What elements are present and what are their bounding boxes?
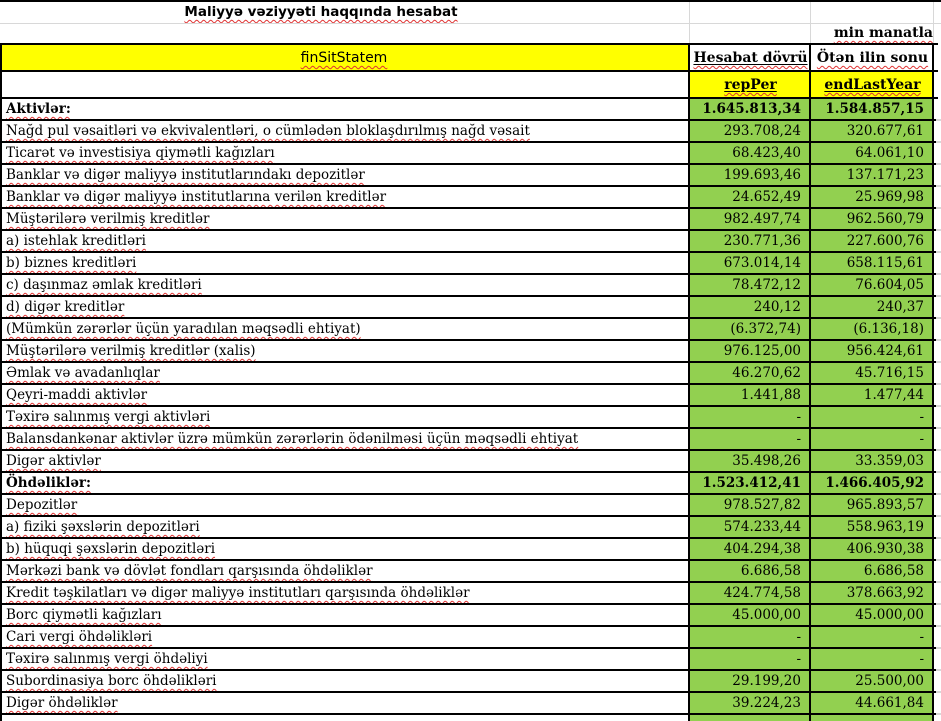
row-label-text: Banklar və digər maliyyə institutlarındakı depozitlər xyxy=(6,167,365,183)
row-label-text: Müştərilərə verilmiş kreditlər (xalis) xyxy=(6,343,256,359)
row-label xyxy=(2,385,690,405)
table-row xyxy=(2,451,938,473)
row-label xyxy=(2,121,690,141)
table-row xyxy=(2,143,938,165)
table-row xyxy=(2,341,938,363)
row-label xyxy=(2,297,690,317)
value-current: 39.224,23 xyxy=(690,693,811,713)
table-row xyxy=(2,209,938,231)
value-previous: 45.716,15 xyxy=(811,363,934,383)
table-row xyxy=(2,605,938,627)
row-label-text: d) digər kreditlər xyxy=(6,299,125,315)
row-label-text: Təxirə salınmış vergi öhdəliyi xyxy=(6,651,208,667)
reporting-period-code-cell xyxy=(690,72,811,97)
table-row xyxy=(2,165,938,187)
value-previous: 965.893,57 xyxy=(811,495,934,515)
row-label xyxy=(2,407,690,427)
value-current: 199.693,46 xyxy=(690,165,811,185)
value-previous: 956.424,61 xyxy=(811,341,934,361)
table-row xyxy=(2,385,938,407)
table-row xyxy=(2,649,938,671)
value-current: 1.645.813,34 xyxy=(690,99,811,119)
row-label-text: Müştərilərə verilmiş kreditlər xyxy=(6,211,210,227)
row-label-text: Ticarət və investisiya qiymətli kağızları xyxy=(6,145,275,161)
value-previous: 962.560,79 xyxy=(811,209,934,229)
row-label-text: Banklar və digər maliyyə institutlarına verilən kreditlər xyxy=(6,189,387,205)
row-label-text: Cari vergi öhdəlikləri xyxy=(6,629,153,645)
row-label-text: Digər aktivlər xyxy=(6,453,101,469)
value-current: 978.527,82 xyxy=(690,495,811,515)
row-label xyxy=(2,143,690,163)
row-label-text: Depozitlər xyxy=(6,497,78,513)
table-row xyxy=(2,561,938,583)
value-previous: - xyxy=(811,429,934,449)
row-label xyxy=(2,165,690,185)
label-column-header-cell xyxy=(2,45,690,70)
value-current: 29.199,20 xyxy=(690,671,811,691)
top-border-line xyxy=(0,0,941,2)
value-current: - xyxy=(690,407,811,427)
value-previous: 44.661,84 xyxy=(811,693,934,713)
row-label-text: Balansdankənar aktivlər üzrə mümkün zərərlərin ödənilməsi üçün məqsədli ehtiyat xyxy=(6,431,579,447)
table-row xyxy=(2,627,938,649)
value-previous: 25.500,00 xyxy=(811,671,934,691)
value-previous: - xyxy=(811,649,934,669)
table-row xyxy=(2,275,938,297)
row-label-text: a) fiziki şəxslərin depozitləri xyxy=(6,519,200,535)
row-label-text: b) biznes kreditləri xyxy=(6,255,137,271)
financial-position-table xyxy=(0,43,938,721)
value-previous: 1.584.857,15 xyxy=(811,99,934,119)
row-label xyxy=(2,495,690,515)
value-previous: 658.115,61 xyxy=(811,253,934,273)
row-label xyxy=(2,561,690,581)
value-current: 240,12 xyxy=(690,297,811,317)
value-current xyxy=(690,715,811,721)
right-gutter-gridlines xyxy=(936,99,941,717)
table-row xyxy=(2,517,938,539)
row-label xyxy=(2,583,690,603)
value-previous: 76.604,05 xyxy=(811,275,934,295)
row-label xyxy=(2,319,690,339)
value-current: 230.771,36 xyxy=(690,231,811,251)
value-previous: 25.969,98 xyxy=(811,187,934,207)
table-row xyxy=(2,429,938,451)
reporting-period-code: repPer xyxy=(724,77,777,93)
row-label-text: Öhdəliklər: xyxy=(6,475,92,491)
row-label-text: Mərkəzi bank və dövlət fondları qarşısında öhdəliklər xyxy=(6,563,373,579)
table-row xyxy=(2,583,938,605)
table-code-row xyxy=(2,72,938,99)
row-label xyxy=(2,605,690,625)
row-label xyxy=(2,671,690,691)
value-previous: 240,37 xyxy=(811,297,934,317)
value-current: 24.652,49 xyxy=(690,187,811,207)
value-current: 673.014,14 xyxy=(690,253,811,273)
value-current: - xyxy=(690,627,811,647)
row-label xyxy=(2,693,690,713)
value-previous: 64.061,10 xyxy=(811,143,934,163)
row-label xyxy=(2,715,690,721)
row-label xyxy=(2,253,690,273)
value-current: 424.774,58 xyxy=(690,583,811,603)
row-label-text: a) istehlak kreditləri xyxy=(6,233,146,249)
row-label-text: (Mümkün zərərlər üçün yaradılan məqsədli ehtiyat) xyxy=(6,321,361,337)
row-label xyxy=(2,187,690,207)
label-column-header: finSitStatem xyxy=(300,50,388,66)
value-current: 35.498,26 xyxy=(690,451,811,471)
end-last-year-code-cell xyxy=(811,72,934,97)
table-row xyxy=(2,363,938,385)
value-current: 982.497,74 xyxy=(690,209,811,229)
reporting-period-header: Hesabat dövrü xyxy=(693,50,808,66)
value-current: 78.472,12 xyxy=(690,275,811,295)
table-row xyxy=(2,319,938,341)
table-row xyxy=(2,407,938,429)
row-label xyxy=(2,429,690,449)
row-label xyxy=(2,517,690,537)
gridline-vertical-2 xyxy=(810,2,811,43)
table-body xyxy=(2,99,938,715)
table-row xyxy=(2,297,938,319)
gridline-vertical-3 xyxy=(933,2,934,43)
value-current: - xyxy=(690,429,811,449)
row-label-text: Digər öhdəliklər xyxy=(6,695,118,711)
value-current: 1.523.412,41 xyxy=(690,473,811,493)
row-label-text: b) hüquqi şəxslərin depozitləri xyxy=(6,541,216,557)
row-label-text: Qeyri-maddi aktivlər xyxy=(6,387,148,403)
value-previous xyxy=(811,715,934,721)
value-previous: 558.963,19 xyxy=(811,517,934,537)
value-previous: 1.477,44 xyxy=(811,385,934,405)
value-previous: 227.600,76 xyxy=(811,231,934,251)
row-label xyxy=(2,363,690,383)
table-header-row xyxy=(2,45,938,72)
value-current: 68.423,40 xyxy=(690,143,811,163)
table-row xyxy=(2,539,938,561)
table-row xyxy=(2,473,938,495)
value-previous: 33.359,03 xyxy=(811,451,934,471)
value-previous: 6.686,58 xyxy=(811,561,934,581)
value-current: 293.708,24 xyxy=(690,121,811,141)
row-label xyxy=(2,539,690,559)
value-current: 404.294,38 xyxy=(690,539,811,559)
row-label xyxy=(2,649,690,669)
row-label xyxy=(2,99,690,119)
unit-note: min manatla xyxy=(833,25,933,41)
row-label xyxy=(2,275,690,295)
value-previous: 1.466.405,92 xyxy=(811,473,934,493)
table-row xyxy=(2,671,938,693)
table-row-partial xyxy=(2,715,938,721)
row-label-text: c) daşınmaz əmlak kreditləri xyxy=(6,277,202,293)
table-row xyxy=(2,99,938,121)
gridline-horizontal xyxy=(0,23,941,24)
row-label-text: Kredit təşkilatları və digər maliyyə institutları qarşısında öhdəliklər xyxy=(6,585,470,601)
value-previous: 320.677,61 xyxy=(811,121,934,141)
value-current: 46.270,62 xyxy=(690,363,811,383)
page-title-text: Maliyyə vəziyyəti haqqında hesabat xyxy=(184,4,458,20)
value-previous: 378.663,92 xyxy=(811,583,934,603)
gridline-vertical-1 xyxy=(689,2,690,43)
row-label-text: Əmlak və avadanlıqlar xyxy=(6,365,160,381)
value-current: 6.686,58 xyxy=(690,561,811,581)
value-current: 976.125,00 xyxy=(690,341,811,361)
table-row xyxy=(2,253,938,275)
row-label-text: Borc qiymətli kağızları xyxy=(6,607,162,623)
table-row xyxy=(2,121,938,143)
row-label-text: Aktivlər: xyxy=(6,101,71,117)
row-label xyxy=(2,341,690,361)
value-current: (6.372,74) xyxy=(690,319,811,339)
row-label xyxy=(2,627,690,647)
row-label xyxy=(2,473,690,493)
value-previous: - xyxy=(811,407,934,427)
end-last-year-code: endLastYear xyxy=(824,77,921,93)
value-previous: (6.136,18) xyxy=(811,319,934,339)
row-label-text: Subordinasiya borc öhdəlikləri xyxy=(6,673,217,689)
table-row xyxy=(2,495,938,517)
value-previous: 137.171,23 xyxy=(811,165,934,185)
row-label xyxy=(2,231,690,251)
table-row xyxy=(2,187,938,209)
row-label xyxy=(2,209,690,229)
row-label-text: Nağd pul vəsaitləri və ekvivalentləri, o cümlədən bloklaşdırılmış nağd vəsait xyxy=(6,123,530,139)
table-row xyxy=(2,231,938,253)
value-current: 1.441,88 xyxy=(690,385,811,405)
page-title xyxy=(0,4,642,21)
value-current: 574.233,44 xyxy=(690,517,811,537)
row-label-text: Təxirə salınmış vergi aktivləri xyxy=(6,409,211,425)
value-previous: - xyxy=(811,627,934,647)
value-previous: 406.930,38 xyxy=(811,539,934,559)
value-current: - xyxy=(690,649,811,669)
end-last-year-header-cell xyxy=(811,45,934,70)
value-previous: 45.000,00 xyxy=(811,605,934,625)
empty-code-cell xyxy=(2,72,690,97)
row-label xyxy=(2,451,690,471)
reporting-period-header-cell xyxy=(690,45,811,70)
value-current: 45.000,00 xyxy=(690,605,811,625)
table-row xyxy=(2,693,938,715)
end-last-year-header: Ötən ilin sonu xyxy=(816,50,929,66)
